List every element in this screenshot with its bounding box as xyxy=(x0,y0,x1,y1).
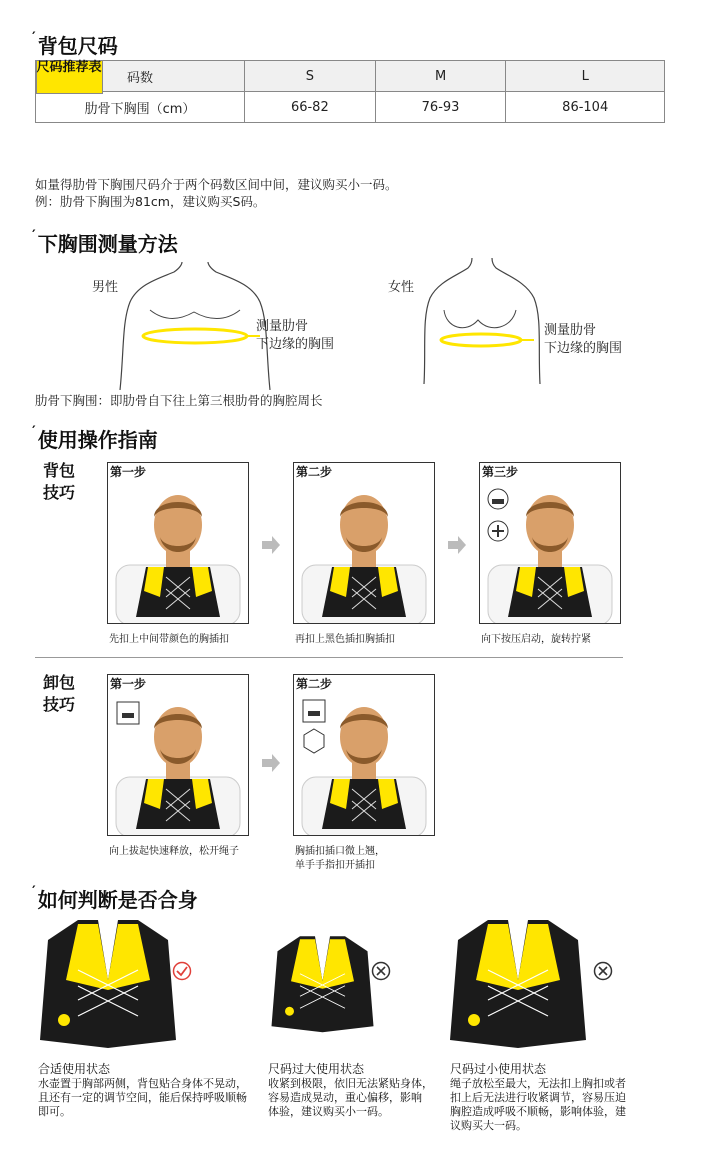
wear-arrow-2-icon xyxy=(446,534,468,556)
section-title-measure: ′ 下胸围测量方法 xyxy=(32,228,178,256)
remove-step-1-title: 第一步 xyxy=(110,677,147,691)
size-note xyxy=(35,176,398,210)
buckle-open-icon xyxy=(302,699,328,755)
fit-ok-title: 合适使用状态 xyxy=(38,1062,111,1076)
cross-icon xyxy=(371,961,391,981)
wear-step-2-title: 第二步 xyxy=(296,465,333,479)
remove-step-2-panel xyxy=(293,674,435,836)
size-value-s: 66-82 xyxy=(245,92,376,123)
male-arrow-label: 测量肋骨 下边缘的胸围 xyxy=(256,319,335,352)
fit-large-caption: 尺码过大使用状态 收紧到极限，依旧无法紧贴身体， 容易造成晃动，重心偏移，影响 体验，建议购买小一码。 xyxy=(268,1062,433,1118)
male-label: 男性 xyxy=(92,280,119,295)
remove-step-1-caption: 向上拔起快速释放，松开绳子 xyxy=(109,846,239,857)
press-rotate-icon xyxy=(486,487,510,545)
wear-step-3-panel xyxy=(479,462,621,624)
section-title-fit: ′ 如何判断是否合身 xyxy=(32,884,198,912)
wear-step-1-illustration xyxy=(108,481,248,623)
cross-icon xyxy=(593,961,613,981)
size-row-label: 肋骨下胸围（cm） xyxy=(36,92,245,123)
wear-step-1-title: 第一步 xyxy=(110,465,147,479)
wear-step-3-title: 第三步 xyxy=(482,465,519,479)
section-title-size: ′ 背包尺码 xyxy=(32,30,118,58)
pull-release-icon xyxy=(116,701,140,725)
fit-small-title: 尺码过小使用状态 xyxy=(450,1062,547,1076)
remove-side-label: 卸包 技巧 xyxy=(43,673,76,714)
wear-step-2-panel xyxy=(293,462,435,624)
remove-step-1-panel xyxy=(107,674,249,836)
size-value-l: 86-104 xyxy=(506,92,665,123)
wear-step-1-caption: 先扣上中间带颜色的胸插扣 xyxy=(109,634,229,645)
female-torso-illustration xyxy=(416,258,546,384)
size-table xyxy=(35,60,665,123)
remove-step-2-caption: 胸插扣插口微上翘， 单手手指扣开插扣 xyxy=(295,846,385,871)
size-note-line-2: 例：肋骨下胸围为81cm，建议购买S码。 xyxy=(35,194,266,209)
check-icon xyxy=(172,961,192,981)
wear-step-2-caption: 再扣上黑色插扣胸插扣 xyxy=(295,634,395,645)
wear-step-1-panel xyxy=(107,462,249,624)
fit-small-caption: 尺码过小使用状态 绳子放松至最大，无法扣上胸扣或者 扣上后无法进行收紧调节，容易压迫 胸腔造成呼吸不顺畅，影响体验，建 议购买大一码。 xyxy=(450,1062,626,1132)
fit-small-vest-illustration xyxy=(443,920,593,1050)
fit-ok-vest-illustration xyxy=(38,920,178,1050)
size-header-code: 码数 xyxy=(36,61,245,92)
wear-step-3-caption: 向下按压启动，旋转拧紧 xyxy=(481,634,591,645)
male-torso-illustration xyxy=(110,262,280,390)
female-label: 女性 xyxy=(388,280,415,295)
size-table-caption: 尺码推荐表 xyxy=(36,60,103,94)
measure-definition: 肋骨下胸围：即肋骨自下往上第三根肋骨的胸腔周长 xyxy=(35,393,323,408)
fit-large-title: 尺码过大使用状态 xyxy=(268,1062,365,1076)
wear-step-2-illustration xyxy=(294,481,434,623)
size-header-l: L xyxy=(506,61,665,92)
size-header-s: S xyxy=(245,61,376,92)
fit-large-vest-illustration xyxy=(270,920,375,1050)
female-arrow-label: 测量肋骨 下边缘的胸围 xyxy=(544,323,623,356)
remove-arrow-icon xyxy=(260,752,282,774)
size-value-m: 76-93 xyxy=(375,92,506,123)
size-note-line-1: 如量得肋骨下胸围尺码介于两个码数区间中间，建议购买小一码。 xyxy=(35,177,398,192)
divider xyxy=(35,657,623,658)
wear-side-label: 背包 技巧 xyxy=(43,461,76,502)
section-title-guide: ′ 使用操作指南 xyxy=(32,424,158,452)
wear-arrow-1-icon xyxy=(260,534,282,556)
size-header-m: M xyxy=(375,61,506,92)
remove-step-2-title: 第二步 xyxy=(296,677,333,691)
fit-ok-caption: 合适使用状态 水壶置于胸部两侧，背包贴合身体不晃动， 且还有一定的调节空间，能后保持呼吸顺畅 即可。 xyxy=(38,1062,247,1118)
